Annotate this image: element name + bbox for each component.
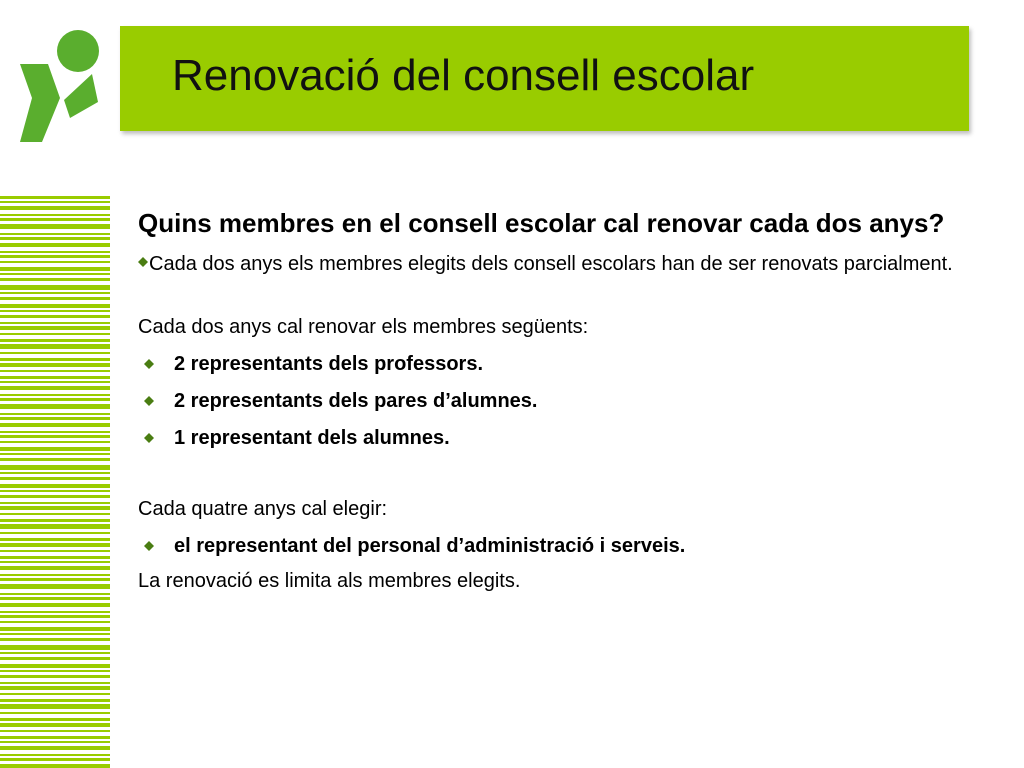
stripe [0,333,110,335]
stripe [0,304,110,308]
stripe [0,712,110,714]
stripe [0,310,110,312]
stripe [0,322,110,324]
stripe [0,593,110,595]
stripe [0,513,110,515]
stripe [0,431,110,433]
stripe [0,352,110,354]
stripe [0,682,110,684]
stripe [0,652,110,654]
intro-text: Cada dos anys els membres elegits dels consell escolars han de ser renovats parcialment. [149,253,953,275]
stripe [0,292,110,294]
diamond-bullet-icon [144,396,154,406]
decorative-stripes [0,196,110,768]
stripe [0,398,110,401]
stripe [0,285,110,290]
stripe [0,363,110,367]
stripe [0,627,110,631]
stripe [0,423,110,427]
stripe [0,746,110,750]
stripe [0,447,110,451]
stripe [0,261,110,263]
stripe [0,633,110,635]
stripe [0,506,110,510]
figure-logo-icon [14,26,102,142]
stripe [0,441,110,443]
stripe [0,201,110,203]
stripe [0,561,110,563]
stripe [0,758,110,761]
list-item [138,423,958,454]
stripe [0,502,110,504]
stripe [0,718,110,721]
diamond-bullet-icon [144,541,154,551]
stripe [0,543,110,547]
stripe [0,704,110,709]
stripe [0,413,110,415]
stripe [0,699,110,702]
stripe [0,741,110,743]
stripe [0,465,110,470]
stripe [0,693,110,695]
stripe [0,278,110,281]
stripe [0,435,110,438]
stripe [0,237,110,240]
stripe [0,686,110,690]
stripe [0,495,110,498]
stripe [0,670,110,672]
stripe [0,519,110,522]
stripe [0,574,110,576]
stripe [0,326,110,330]
stripe [0,645,110,650]
stripe [0,664,110,668]
stripe [0,584,110,589]
intro-paragraph [138,249,958,280]
stripe [0,458,110,461]
slide-content [138,205,958,597]
stripe [0,404,110,409]
stripe [0,615,110,618]
stripe [0,556,110,559]
stripe [0,490,110,492]
stripe [0,472,110,474]
stripe [0,344,110,349]
stripe [0,603,110,607]
stripe [0,754,110,756]
stripe [0,550,110,552]
list-item-text: el representant del personal d’administració i serveis. [174,535,686,557]
list-item [138,386,958,417]
stripe [0,477,110,480]
stripe [0,538,110,541]
list-item-text: 1 representant dels alumnes. [174,427,450,449]
stripe [0,394,110,396]
section2-label: Cada quatre anys cal elegir: [138,498,388,520]
stripe [0,524,110,529]
stripe [0,297,110,300]
stripe [0,764,110,768]
stripe [0,339,110,342]
stripe [0,638,110,641]
stripe [0,224,110,229]
stripe [0,723,110,727]
stripe [0,267,110,271]
section1-label: Cada dos anys cal renovar els membres següents: [138,316,589,338]
stripe [0,376,110,379]
stripe [0,597,110,600]
stripe [0,255,110,258]
title-bar [120,26,969,131]
question-heading: Quins membres en el consell escolar cal renovar cada dos anys? [138,208,945,238]
stripe [0,386,110,390]
list-item [138,531,958,562]
stripe [0,370,110,372]
stripe [0,206,110,210]
stripe [0,214,110,216]
list-item-text: 2 representants dels pares d’alumnes. [174,390,538,412]
stripe [0,196,110,199]
stripe [0,730,110,732]
list-item-text: 2 representants dels professors. [174,353,484,375]
stripe [0,611,110,613]
stripe [0,315,110,318]
slide-title: Renovació del consell escolar [172,51,755,100]
stripe [0,273,110,275]
list-item [138,349,958,380]
stripe [0,566,110,570]
stripe [0,381,110,383]
stripe [0,657,110,660]
stripe [0,532,110,534]
stripe [0,484,110,488]
stripe [0,736,110,739]
stripe [0,453,110,455]
stripe [0,417,110,420]
stripe [0,358,110,361]
stripe [0,578,110,581]
closing-text: La renovació es limita als membres elegits. [138,570,521,592]
diamond-bullet-icon [144,359,154,369]
diamond-bullet-icon [138,257,148,267]
stripe [0,218,110,221]
diamond-bullet-icon [144,433,154,443]
stripe [0,243,110,247]
stripe [0,233,110,235]
stripe [0,251,110,253]
stripe [0,621,110,623]
stripe [0,675,110,678]
